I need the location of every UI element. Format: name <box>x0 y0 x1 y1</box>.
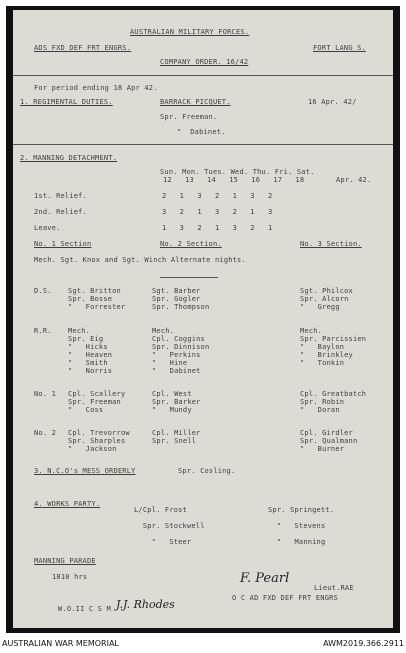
picquet-line-1: Spr. Freeman. <box>160 113 218 121</box>
section-1-heading: No. 1 Section <box>34 240 92 248</box>
parade-heading: MANNING PARADE <box>34 557 96 565</box>
no1-section-2: Cpl. West Spr. Barker " Mundy <box>152 390 201 414</box>
picquet-line-2: " Dabinet. <box>177 128 226 136</box>
leave-label: Leave. <box>34 224 61 232</box>
document-title: AUSTRALIAN MILITARY FORCES. <box>130 28 250 36</box>
unit-name: ADS FXD DEF FRT ENGRS. <box>34 44 132 52</box>
works-left: L/Cpl. Frost Spr. Stockwell " Steer <box>134 506 205 546</box>
footer-bar <box>0 636 406 653</box>
relief-2-label: 2nd. Relief. <box>34 208 87 216</box>
section-3-heading: No. 3 Section. <box>300 240 362 248</box>
rr-section-1: Mech. Spr. Eig " Hicks " Heaven " Smith " Norris <box>68 327 113 375</box>
leave-values: 1 3 2 1 3 2 1 <box>162 224 273 232</box>
ds-section-3: Sgt. Philcox Spr. Alcorn " Gregg <box>300 287 353 311</box>
manning-heading: 2. MANNING DETACHMENT. <box>20 154 118 162</box>
officer-rank: Lieut.RAE <box>314 584 354 592</box>
relief-1-values: 2 1 3 2 1 3 2 <box>162 192 273 200</box>
divider <box>13 144 393 145</box>
no2-label: No. 2 <box>34 429 57 437</box>
dates-row: 12 13 14 15 16 17 18 <box>163 176 305 184</box>
rr-section-3: Mech. Spr. Parcissien " Baylon " Brinkley " Tonkin <box>300 327 367 367</box>
period-line: For period ending 18 Apr 42. <box>34 84 158 92</box>
no1-section-1: Cpl. Scallery Spr. Freeman " Coss <box>68 390 126 414</box>
footer-accession: AWM2019.366.2911 <box>323 639 404 648</box>
works-right: Spr. Springett. " Stevens " Manning <box>268 506 335 546</box>
officer-unit: O C AD FXD DEF FRT ENGRS <box>232 594 338 602</box>
ds-section-2: Sgt. Barber Spr. Gogler Spr. Thompson <box>152 287 210 311</box>
month-label: Apr. 42. <box>336 176 372 184</box>
csm-title: W.O.II C S M <box>58 605 111 613</box>
picquet-date: 16 Apr. 42/ <box>308 98 357 106</box>
nco-heading: 3. N.C.O's MESS ORDERLY <box>34 467 136 475</box>
no2-section-1: Cpl. Trevorrow Spr. Sharples " Jackson <box>68 429 130 453</box>
nco-name: Spr. Cosling. <box>178 467 236 475</box>
days-row: Sun. Mon. Tues. Wed. Thu. Fri. Sat. <box>160 168 315 176</box>
footer-source: AUSTRALIAN WAR MEMORIAL <box>2 639 119 648</box>
works-heading: 4. WORKS PARTY. <box>34 500 101 508</box>
parade-time: 1810 hrs <box>52 573 88 581</box>
location: FORT LANG S. <box>313 44 366 52</box>
officer-signature: F. Pearl <box>240 571 290 586</box>
no2-section-2: Cpl. Miller Spr. Snell <box>152 429 201 445</box>
rr-label: R.R. <box>34 327 52 335</box>
barrack-picquet: BARRACK PICQUET. <box>160 98 231 106</box>
csm-signature: J.J. Rhodes <box>116 598 175 611</box>
ds-section-1: Sgt. Britton Spr. Bosse " Forrester <box>68 287 126 311</box>
section-2-heading: No. 2 Section. <box>160 240 222 248</box>
short-rule <box>160 277 218 278</box>
relief-1-label: 1st. Relief. <box>34 192 87 200</box>
no2-section-3: Cpl. Girdler Spr. Qualmann " Burner <box>300 429 358 453</box>
ds-label: D.S. <box>34 287 52 295</box>
rr-section-2: Mech. Cpl. Coggins Spr. Dinnison " Perkins " Hine " Dabinet <box>152 327 210 375</box>
relief-2-values: 3 2 1 3 2 1 3 <box>162 208 273 216</box>
mech-line: Mech. Sgt. Knox and Sgt. Winch Alternate nights. <box>34 256 246 264</box>
no1-section-3: Cpl. Greatbatch Spr. Robin " Doran <box>300 390 367 414</box>
no1-label: No. 1 <box>34 390 57 398</box>
order-number: COMPANY ORDER. 16/42 <box>160 58 249 66</box>
regimental-heading: 1. REGIMENTAL DUTIES. <box>20 98 113 106</box>
divider <box>13 75 393 76</box>
